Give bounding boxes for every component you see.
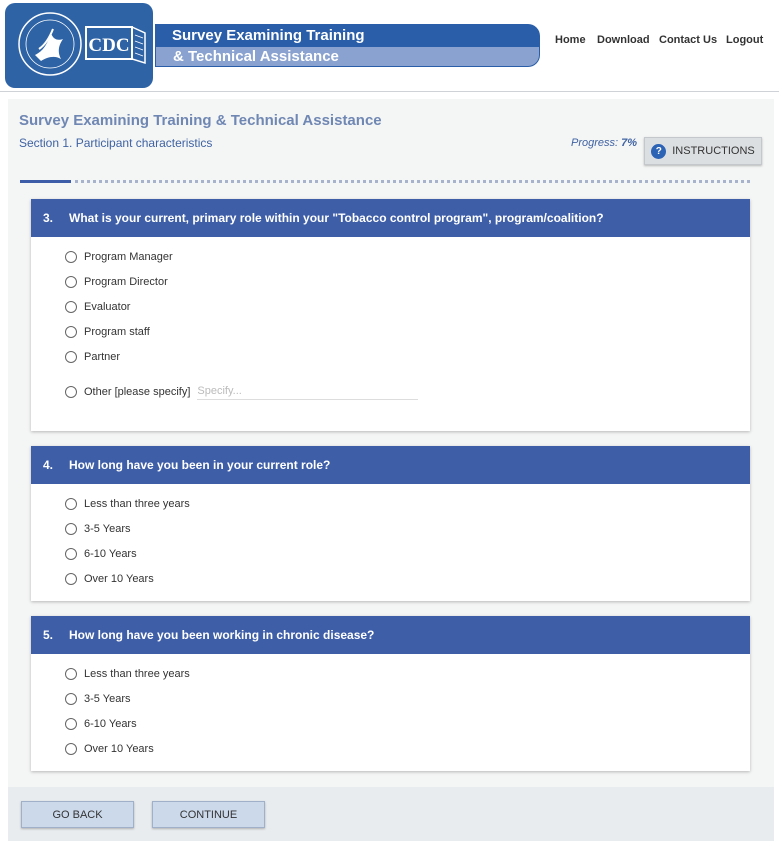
site-title-line2: & Technical Assistance	[173, 48, 339, 65]
option-label: 6-10 Years	[84, 718, 137, 730]
radio-button[interactable]	[65, 386, 77, 398]
hhs-seal-icon	[17, 11, 83, 77]
progress-indicator	[571, 137, 637, 149]
question-header	[31, 199, 750, 237]
radio-button[interactable]	[65, 668, 77, 680]
question-number: 5.	[43, 628, 54, 642]
cdc-wordmark	[85, 23, 147, 67]
radio-button[interactable]	[65, 523, 77, 535]
option-3-5-years[interactable]	[65, 523, 130, 535]
option-evaluator[interactable]	[65, 301, 130, 313]
progress-value: 7%	[621, 137, 638, 149]
progress-bar-fill	[20, 180, 71, 183]
radio-button[interactable]	[65, 548, 77, 560]
option-over-10-years[interactable]	[65, 573, 154, 585]
option-label: Less than three years	[84, 498, 190, 510]
option-label: Program Manager	[84, 251, 173, 263]
question-number: 3.	[43, 211, 54, 225]
option-6-10-years[interactable]	[65, 718, 137, 730]
cdc-logo-text: CDC	[88, 35, 130, 56]
option-less-than-three-years[interactable]	[65, 668, 190, 680]
survey-content	[8, 99, 774, 787]
radio-button[interactable]	[65, 743, 77, 755]
go-back-button[interactable]: GO BACK	[21, 801, 134, 828]
section-label: Section 1. Participant characteristics	[19, 136, 213, 150]
option-6-10-years[interactable]	[65, 548, 137, 560]
option-program-director[interactable]	[65, 276, 168, 288]
radio-button[interactable]	[65, 301, 77, 313]
option-program-manager[interactable]	[65, 251, 173, 263]
instructions-label: INSTRUCTIONS	[672, 145, 755, 157]
site-title-line1: Survey Examining Training	[172, 27, 365, 44]
instructions-button[interactable]	[644, 137, 762, 165]
option-3-5-years[interactable]	[65, 693, 130, 705]
nav-logout-link[interactable]: Logout	[726, 34, 764, 46]
option-label: Over 10 Years	[84, 743, 154, 755]
option-label: Over 10 Years	[84, 573, 154, 585]
option-label: Partner	[84, 351, 121, 363]
question-header	[31, 616, 750, 654]
question-card-4	[31, 446, 750, 601]
option-label: 3-5 Years	[84, 523, 131, 535]
question-number: 4.	[43, 458, 54, 472]
question-text: How long have you been in your current role?	[69, 458, 331, 472]
form-footer	[8, 787, 774, 841]
option-other[interactable]	[65, 383, 418, 400]
question-card-5	[31, 616, 750, 771]
option-label: Program Director	[84, 276, 168, 288]
progress-bar	[20, 180, 750, 183]
page-title: Survey Examining Training & Technical Assistance	[19, 112, 382, 129]
progress-label: Progress:	[571, 137, 619, 149]
help-icon: ?	[651, 144, 666, 159]
radio-button[interactable]	[65, 251, 77, 263]
radio-button[interactable]	[65, 718, 77, 730]
site-header	[0, 0, 779, 92]
option-label: Evaluator	[84, 301, 131, 313]
question-text: What is your current, primary role within your "Tobacco control program", program/coalition?	[69, 211, 604, 225]
question-header	[31, 446, 750, 484]
radio-button[interactable]	[65, 498, 77, 510]
question-card-3	[31, 199, 750, 431]
radio-button[interactable]	[65, 326, 77, 338]
radio-button[interactable]	[65, 573, 77, 585]
radio-button[interactable]	[65, 351, 77, 363]
radio-button[interactable]	[65, 276, 77, 288]
option-label: Other [please specify]	[84, 385, 191, 398]
progress-bar-remaining	[75, 180, 750, 183]
question-text: How long have you been working in chronic disease?	[69, 628, 375, 642]
option-label: Program staff	[84, 326, 150, 338]
option-partner[interactable]	[65, 351, 120, 363]
radio-button[interactable]	[65, 693, 77, 705]
option-label: 6-10 Years	[84, 548, 137, 560]
nav-home-link[interactable]: Home	[555, 34, 586, 46]
option-less-than-three-years[interactable]	[65, 498, 190, 510]
nav-download-link[interactable]: Download	[597, 34, 650, 46]
continue-button[interactable]: CONTINUE	[152, 801, 265, 828]
specify-input[interactable]	[197, 383, 418, 400]
site-title-banner	[155, 24, 540, 67]
option-over-10-years[interactable]	[65, 743, 154, 755]
option-label: 3-5 Years	[84, 693, 131, 705]
option-program-staff[interactable]	[65, 326, 150, 338]
nav-contact-us-link[interactable]: Contact Us	[659, 34, 718, 46]
cdc-logo[interactable]	[5, 3, 153, 88]
option-label: Less than three years	[84, 668, 190, 680]
